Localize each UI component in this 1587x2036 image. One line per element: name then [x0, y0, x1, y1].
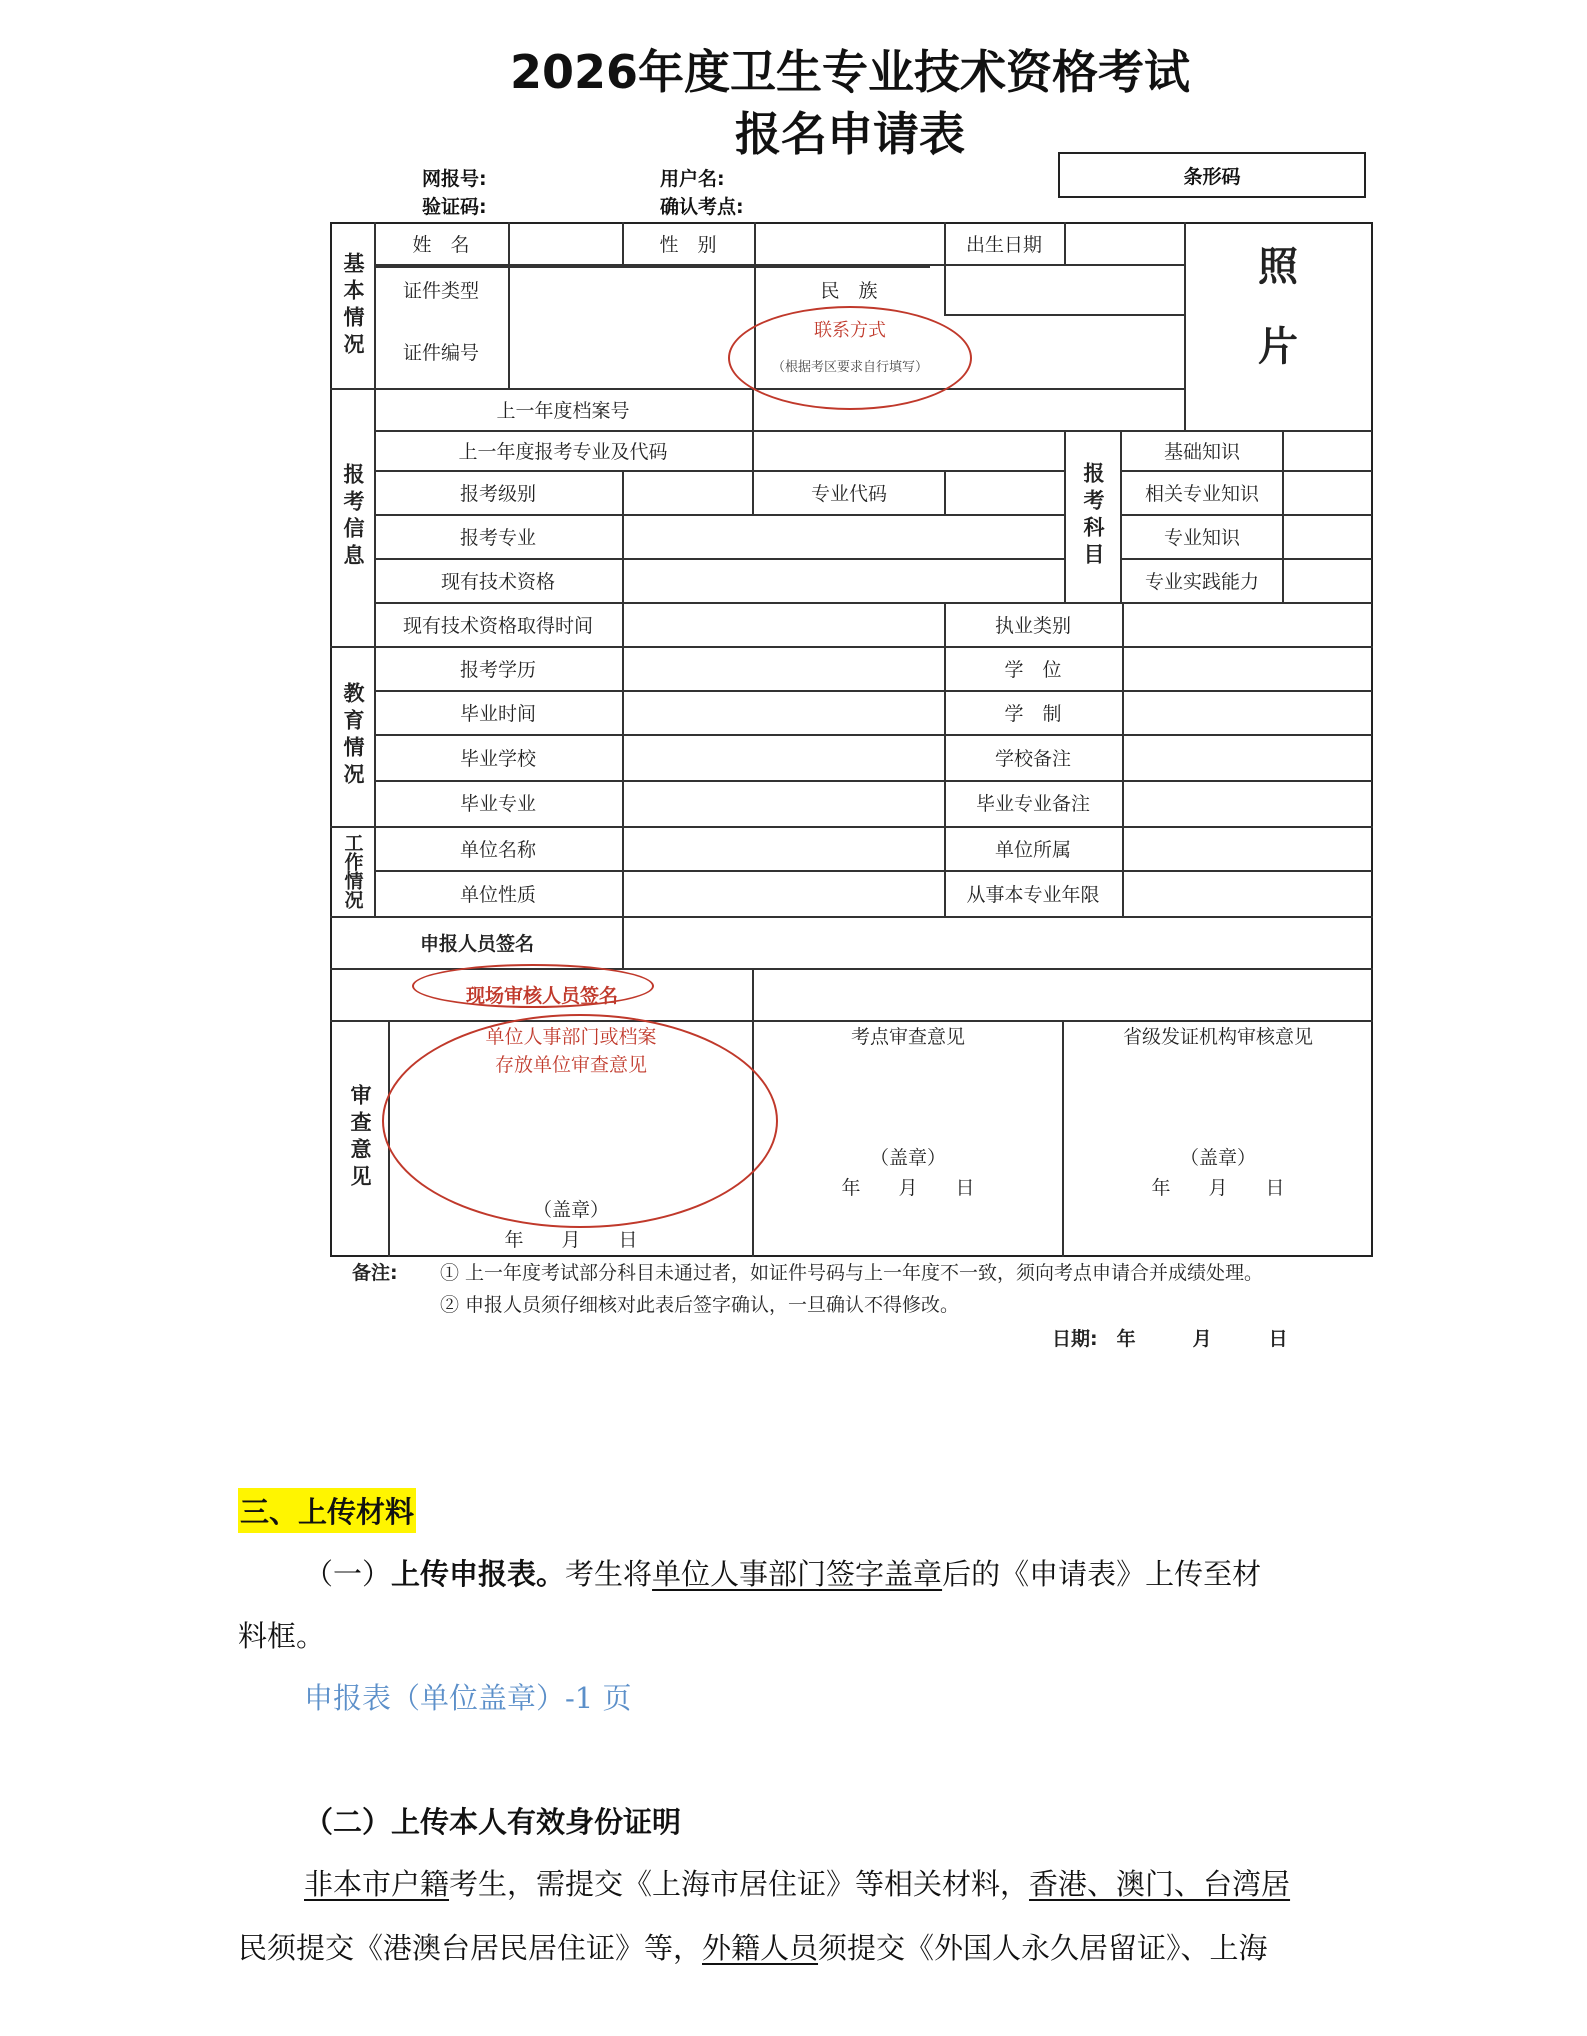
prov-review-stamp: （盖章） — [1179, 1146, 1256, 1169]
note-2: ② 申报人员须仔细核对此表后签字确认，一旦确认不得修改。 — [440, 1294, 960, 1316]
reviewer-sign-ellipse — [412, 964, 654, 1008]
unit-review-date: 年 月 日 — [504, 1228, 638, 1251]
employer-belong-label: 单位所属 — [994, 838, 1071, 861]
major-note-label: 毕业专业备注 — [975, 792, 1090, 815]
employer-type-label: 单位性质 — [459, 883, 536, 906]
prev-file-no-label: 上一年度档案号 — [496, 399, 630, 422]
grid-line-v — [944, 264, 946, 314]
section-exam: 报考信息 — [341, 463, 365, 571]
gender-label: 性 别 — [659, 233, 717, 256]
reviewer-sign-label: 现场审核人员签名 — [465, 984, 618, 1007]
subject-professional: 专业知识 — [1163, 526, 1240, 549]
section3-heading: 三、上传材料 — [238, 1488, 416, 1533]
p1-underline: 单位人事部门签字盖章 — [652, 1557, 943, 1591]
grad-major-label: 毕业专业 — [459, 792, 536, 815]
contact-ellipse — [728, 306, 972, 410]
grid-line-v — [944, 470, 946, 514]
grid-line-v — [622, 646, 624, 916]
notes-date: 日期: 年 月 日 — [1052, 1328, 1288, 1350]
major-label: 报考专业 — [459, 526, 536, 549]
grid-line-v — [622, 916, 624, 968]
school-note-label: 学校备注 — [994, 747, 1071, 770]
employer-label: 单位名称 — [459, 838, 536, 861]
name-label: 姓 名 — [412, 233, 470, 256]
barcode-box: 条形码 — [1058, 152, 1366, 198]
p1-text-b: 后的《申请表》上传至材 — [942, 1557, 1262, 1591]
section-subjects: 报考科目 — [1081, 462, 1105, 570]
school-label: 毕业学校 — [459, 747, 536, 770]
grid-line-v — [622, 470, 624, 646]
grid-line-v — [1122, 602, 1124, 916]
grid-line-v — [508, 222, 510, 388]
p1-text-a: 考生将 — [565, 1557, 653, 1591]
current-qual-label: 现有技术资格 — [440, 570, 555, 593]
years-label: 从事本专业年限 — [966, 883, 1100, 906]
schooling-label: 学 制 — [1004, 702, 1062, 725]
web-no-label: 网报号: — [422, 168, 487, 190]
grid-line-v — [1282, 430, 1284, 602]
contact-label: 联系方式 — [814, 320, 886, 341]
subject-basic: 基础知识 — [1163, 440, 1240, 463]
major-code-label: 专业代码 — [810, 482, 887, 505]
unit-review-stamp: （盖章） — [532, 1198, 609, 1221]
p3-text-b: 民须提交《港澳台居民居住证》等， — [238, 1931, 703, 1965]
grid-line-h — [944, 314, 1184, 316]
education-label: 报考学历 — [459, 658, 536, 681]
confirm-site-label: 确认考点: — [660, 196, 744, 218]
subject-practice: 专业实践能力 — [1144, 570, 1259, 593]
qual-time-label: 现有技术资格取得时间 — [402, 614, 593, 637]
p1-lead: （一） — [304, 1557, 392, 1591]
section3-p2-heading: （二）上传本人有效身份证明 — [304, 1805, 682, 1839]
upload-link-application[interactable]: 申报表（单位盖章）-1 页 — [304, 1681, 632, 1715]
p3-underline-1: 非本市户籍 — [304, 1867, 450, 1901]
site-review-stamp: （盖章） — [869, 1146, 946, 1169]
p3-underline-2: 香港、澳门、台湾居 — [1029, 1867, 1291, 1901]
grad-time-label: 毕业时间 — [459, 702, 536, 725]
id-type-label: 证件类型 — [402, 279, 479, 302]
practice-type-label: 执业类别 — [994, 614, 1071, 637]
p1-bold: 上传申报表。 — [391, 1557, 566, 1591]
notes-label: 备注: — [352, 1262, 398, 1284]
id-no-label: 证件编号 — [402, 341, 479, 364]
photo-label-2: 片 — [1258, 323, 1298, 370]
form-title-line1: 2026年度卫生专业技术资格考试 — [509, 45, 1191, 99]
prev-major-label: 上一年度报考专业及代码 — [458, 440, 668, 463]
section3-p1 — [304, 1552, 1261, 1593]
unit-review-line2: 存放单位审查意见 — [494, 1053, 647, 1076]
section3-p3-line1 — [304, 1862, 1290, 1903]
site-review-label: 考点审查意见 — [850, 1025, 965, 1048]
p3-underline-3: 外籍人员 — [702, 1931, 819, 1965]
p3-text-c: 须提交《外国人永久居留证》、上海 — [818, 1931, 1268, 1965]
prov-review-label: 省级发证机构审核意见 — [1122, 1025, 1313, 1048]
p3-text-a: 考生，需提交《上海市居住证》等相关材料， — [449, 1867, 1030, 1901]
level-label: 报考级别 — [459, 482, 536, 505]
section-work: 工作情况 — [341, 833, 364, 909]
birth-label: 出生日期 — [965, 233, 1042, 256]
section3-p1-cont: 料框。 — [238, 1619, 326, 1653]
note-1: ① 上一年度考试部分科目未通过者，如证件号码与上一年度不一致，须向考点申请合并成绩处理。 — [440, 1262, 1264, 1284]
ethnicity-label: 民 族 — [820, 279, 878, 302]
grid-line-v — [754, 222, 756, 264]
username-label: 用户名: — [660, 168, 725, 190]
contact-note: （根据考区要求自行填写） — [771, 359, 928, 375]
prov-review-date: 年 月 日 — [1151, 1176, 1285, 1199]
section3-p3-line2 — [238, 1926, 1268, 1967]
grid-line-v — [1064, 222, 1066, 264]
section-review: 审查意见 — [348, 1084, 372, 1192]
section-basic: 基本情况 — [341, 252, 365, 360]
form-title-line2: 报名申请表 — [735, 107, 965, 161]
site-review-date: 年 月 日 — [841, 1176, 975, 1199]
verify-code-label: 验证码: — [422, 196, 487, 218]
grid-line-v — [1062, 1020, 1064, 1257]
photo-label-1: 照 — [1258, 243, 1298, 290]
section-edu: 教育情况 — [341, 682, 365, 790]
subject-related: 相关专业知识 — [1144, 482, 1259, 505]
grid-line-v — [752, 388, 754, 470]
degree-label: 学 位 — [1004, 658, 1062, 681]
applicant-sign-label: 申报人员签名 — [419, 932, 534, 955]
unit-review-line1: 单位人事部门或档案 — [485, 1025, 657, 1048]
